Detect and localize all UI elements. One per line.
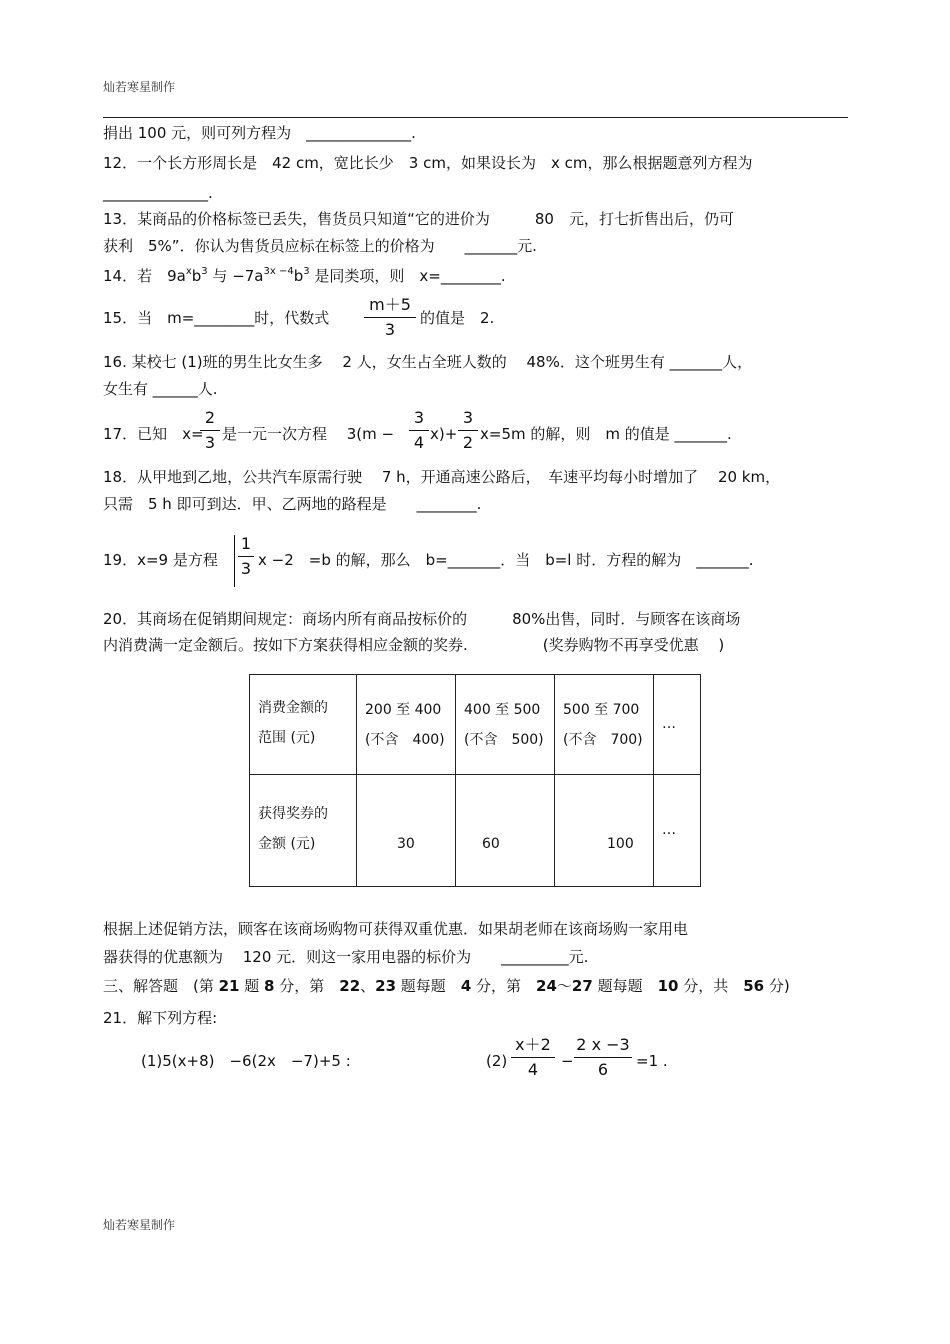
fraction-bar [511, 1057, 555, 1058]
cell-text: … [662, 822, 676, 838]
table-cell [654, 775, 701, 887]
q21-fraction-2 [574, 1037, 632, 1078]
q16-line1: 16. 某校七 (1)班的男生比女生多 2 人，女生占全班人数的 48%．这个班男生有 _______人， [103, 353, 753, 371]
q21-f2-denominator: 6 [597, 1060, 609, 1079]
cell-text: 100 [607, 836, 634, 852]
q21-f1-denominator: 4 [527, 1060, 539, 1079]
q14 [103, 266, 506, 285]
q21-part2-label: (2) [486, 1052, 508, 1070]
q17-mid1: 是一元一次方程 3(m − [222, 425, 395, 443]
heading-text: 题每题 [396, 977, 461, 995]
q17-f3-denominator: 2 [462, 433, 474, 452]
q20-line1: 20．其商场在促销期间规定：商场内所有商品按标价的 80%出售，同时．与顾客在该商场 [103, 610, 741, 628]
heading-number: 23 [375, 977, 397, 995]
q17-post: x=5m 的解，则 m 的值是 _______. [480, 425, 732, 443]
heading-text: ～ [556, 977, 572, 995]
fraction-bar [458, 430, 478, 431]
heading-text: 分) [764, 977, 790, 995]
heading-text: 分，共 [678, 977, 744, 995]
cell-text: (不含 400) [365, 732, 445, 748]
q12-line2: ______________. [103, 184, 213, 202]
fraction-bar [238, 556, 254, 557]
q21-part1: (1)5(x+8) −6(2x −7)+5 : [141, 1052, 351, 1070]
heading-number: 22 [339, 977, 361, 995]
cell-text: 500 至 700 [563, 702, 640, 718]
abs-bar-left [234, 535, 235, 587]
q17-f1-numerator: 2 [204, 408, 216, 427]
table-cell [555, 675, 654, 775]
heading-text: 三、解答题 (第 [103, 977, 219, 995]
table-row [250, 675, 701, 775]
heading-text: 题 [239, 977, 265, 995]
table-cell [357, 775, 456, 887]
table-cell [250, 775, 357, 887]
cell-text: 金额 (元) [258, 836, 316, 852]
heading-text: 、 [360, 977, 376, 995]
fraction-bar [364, 317, 416, 318]
q18-line2: 只需 5 h 即可到达．甲、乙两地的路程是 ________. [103, 495, 482, 513]
q15-pre: 15．当 m=________时，代数式 [103, 309, 330, 327]
header-maker: 灿若寒星制作 [103, 80, 176, 94]
cell-text: (不含 500) [464, 732, 544, 748]
q15-denominator: 3 [384, 320, 396, 339]
table-cell [456, 675, 555, 775]
table-cell [555, 775, 654, 887]
q17-pre: 17．已知 x= [103, 425, 204, 443]
q11-tail: 捐出 100 元，则可列方程为 ______________. [103, 124, 416, 142]
q17-fraction-2 [409, 410, 429, 451]
q17-f2-denominator: 4 [413, 433, 425, 452]
cell-text: 400 至 500 [464, 702, 541, 718]
reward-table [249, 674, 701, 887]
fraction-bar [574, 1057, 632, 1058]
q14-sup3: 3x −4 [263, 266, 294, 277]
q13-line1: 13．某商品的价格标签已丢失，售货员只知道“它的进价为 80 元，打七折售出后，仍可 [103, 210, 734, 228]
q17-f1-denominator: 3 [204, 433, 216, 452]
cell-text: … [662, 716, 676, 732]
q17-f3-numerator: 3 [462, 408, 474, 427]
cell-text: 获得奖券的 [258, 806, 328, 822]
q14-c: 与 −7a [207, 267, 264, 285]
table-cell [654, 675, 701, 775]
header-rule [103, 117, 848, 118]
q14-e: 是同类项，则 x=________. [309, 267, 506, 285]
heading-number: 8 [264, 977, 275, 995]
q17-fraction-1 [200, 410, 220, 451]
q21-part2-post: =1 . [636, 1052, 668, 1070]
cell-text: 200 至 400 [365, 702, 442, 718]
q17-fraction-3 [458, 410, 478, 451]
heading-number: 10 [657, 977, 679, 995]
heading-number: 27 [571, 977, 593, 995]
q14-a: 14．若 9a [103, 267, 186, 285]
q14-sup2: 3 [201, 266, 208, 277]
q17-f2-numerator: 3 [413, 408, 425, 427]
heading-text: 分，第 [471, 977, 537, 995]
heading-number: 24 [536, 977, 557, 995]
heading-number: 21 [218, 977, 240, 995]
q14-sup4: 3 [303, 266, 310, 277]
q16-line2: 女生有 ______人. [103, 380, 218, 398]
table-cell [456, 775, 555, 887]
q19-pre: 19．x=9 是方程 [103, 551, 218, 569]
cell-text: 30 [397, 836, 415, 852]
q21-title: 21．解下列方程: [103, 1009, 218, 1027]
q13-line2: 获利 5%”．你认为售货员应标在标签上的价格为 _______元. [103, 237, 537, 255]
table-cell [250, 675, 357, 775]
table-cell [357, 675, 456, 775]
q19-denominator: 3 [240, 559, 252, 578]
fraction-bar [200, 430, 220, 431]
q14-d: b [293, 267, 304, 285]
q15-numerator: m＋5 [369, 295, 411, 314]
footer-maker: 灿若寒星制作 [103, 1218, 176, 1232]
q17-mid2: x)+ [430, 425, 458, 443]
q15-post: 的值是 2. [420, 309, 495, 327]
after-line2: 器获得的优惠额为 120 元．则这一家用电器的标价为 _________元. [103, 948, 589, 966]
q19-fraction [238, 536, 254, 577]
fraction-bar [409, 430, 429, 431]
table-row [250, 775, 701, 887]
cell-text: 消费金额的 [258, 700, 328, 716]
heading-text: 分，第 [274, 977, 340, 995]
q19-mid: x −2 =b 的解，那么 b=_______．当 b=l 时．方程的解为 _______. [258, 551, 754, 569]
heading-text: 题每题 [592, 977, 658, 995]
cell-text: 60 [482, 836, 500, 852]
q18-line1: 18．从甲地到乙地，公共汽车原需行驶 7 h，开通高速公路后， 车速平均每小时增加了 20 km， [103, 468, 781, 486]
q21-f1-numerator: x＋2 [515, 1035, 551, 1054]
q15-fraction [364, 297, 416, 338]
q19-numerator: 1 [240, 534, 252, 553]
q21-f2-numerator: 2 x −3 [576, 1035, 630, 1054]
after-line1: 根据上述促销方法，顾客在该商场购物可获得双重优惠．如果胡老师在该商场购一家用电 [103, 920, 689, 938]
q21-minus: − [561, 1052, 574, 1070]
q12-line1: 12．一个长方形周长是 42 cm，宽比长少 3 cm，如果设长为 x cm，那么根据题意列方程为 [103, 154, 753, 172]
cell-text: (不含 700) [563, 732, 643, 748]
cell-text: 范围 (元) [258, 730, 316, 746]
q14-sup1: x [185, 266, 192, 277]
q21-fraction-1 [511, 1037, 555, 1078]
q14-b: b [191, 267, 202, 285]
heading-number: 4 [460, 977, 472, 995]
q20-line2: 内消费满一定金额后。按如下方案获得相应金额的奖券. (奖券购物不再享受优惠 ) [103, 636, 725, 654]
heading-number: 56 [743, 977, 765, 995]
section-3-heading [103, 979, 790, 994]
